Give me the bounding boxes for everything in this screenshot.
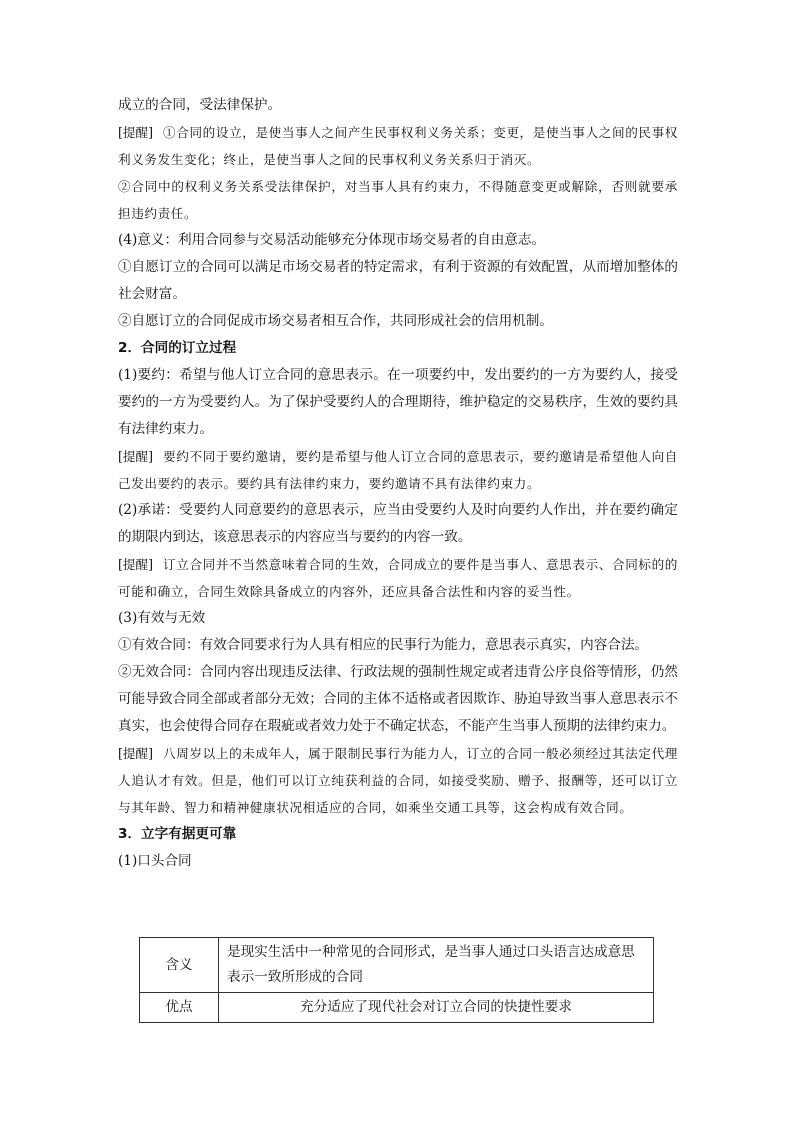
paragraph: ②自愿订立的合同促成市场交易者相互合作，共同形成社会的信用机制。: [118, 313, 553, 329]
reminder-paragraph: [提醒] 要约不同于要约邀请，要约是希望与他人订立合同的意思表示，要约邀请是希望他人向自己发出要约的表示。要约具有法律约束力，要约邀请不具有法律约束力。: [118, 449, 678, 491]
reminder-tag: [提醒]: [118, 125, 154, 140]
table-key-cell: 优点: [140, 993, 219, 1023]
paragraph: ①有效合同：有效合同要求行为人具有相应的民事行为能力，意思表示真实，内容合法。: [118, 637, 649, 653]
paragraph: (2)承诺：受要约人同意要约的意思表示，应当由受要约人及时向要约人作出，并在要约确定的期限内到达，该意思表示的内容应当与要约的内容一致。: [118, 502, 678, 545]
table-value-cell: 充分适应了现代社会对订立合同的快捷性要求: [219, 993, 654, 1023]
reminder-tag: [提醒]: [118, 746, 154, 761]
reminder-tag: [提醒]: [118, 557, 154, 572]
oral-contract-table: [139, 937, 654, 1023]
document-body: [118, 92, 678, 875]
reminder-paragraph: ②合同中的权利义务关系受法律保护，对当事人具有约束力，不得随意变更或解除，否则就要承担违约责任。: [118, 179, 678, 221]
reminder-paragraph: [提醒] 订立合同并不当然意味着合同的生效，合同成立的要件是当事人、意思表示、合同标的的可能和确立，合同生效除具备成立的内容外，还应具备合法性和内容的妥当性。: [118, 557, 678, 599]
section-heading: 2．合同的订立过程: [118, 340, 237, 356]
paragraph: ①自愿订立的合同可以满足市场交易者的特定需求，有利于资源的有效配置，从而增加整体的社会财富。: [118, 259, 678, 302]
table-key-cell: 含义: [140, 938, 219, 993]
reminder-paragraph: [提醒] 八周岁以上的未成年人，属于限制民事行为能力人，订立的合同一般必须经过其法定代理人追认才有效。但是，他们可以订立纯获利益的合同，如接受奖励、赠予、报酬等，还可以订立与其年龄、智力和精神健康状况相适应的合同，如乘坐交通工具等，这会构成有效合同。: [118, 746, 678, 815]
table-row: [140, 993, 654, 1023]
paragraph: 成立的合同，受法律保护。: [118, 97, 282, 113]
reminder-paragraph: [提醒] ①合同的设立，是使当事人之间产生民事权利义务关系；变更，是使当事人之间的民事权利义务发生变化；终止，是使当事人之间的民事权利义务关系归于消灭。: [118, 125, 678, 167]
reminder-tag: [提醒]: [118, 449, 154, 464]
paragraph: (3)有效与无效: [118, 610, 206, 626]
paragraph: ②无效合同：合同内容出现违反法律、行政法规的强制性规定或者违背公序良俗等情形，仍然可能导致合同全部或者部分无效；合同的主体不适格或者因欺诈、胁迫导致当事人意思表示不真实，也会使得合同存在瑕疵或者效力处于不确定状态，不能产生当事人预期的法律约束力。: [118, 664, 678, 734]
table-row: [140, 938, 654, 993]
paragraph: (1)要约：希望与他人订立合同的意思表示。在一项要约中，发出要约的一方为要约人，接受要约的一方为受要约人。为了保护受要约人的合理期待，维护稳定的交易秩序，生效的要约具有法律约束力。: [118, 367, 678, 437]
section-heading: 3．立字有据更可靠: [118, 826, 237, 842]
paragraph: (4)意义：利用合同参与交易活动能够充分体现市场交易者的自由意志。: [118, 232, 546, 248]
paragraph: (1)口头合同: [118, 853, 192, 869]
table-value-cell: 是现实生活中一种常见的合同形式，是当事人通过口头语言达成意思表示一致所形成的合同: [219, 938, 654, 993]
